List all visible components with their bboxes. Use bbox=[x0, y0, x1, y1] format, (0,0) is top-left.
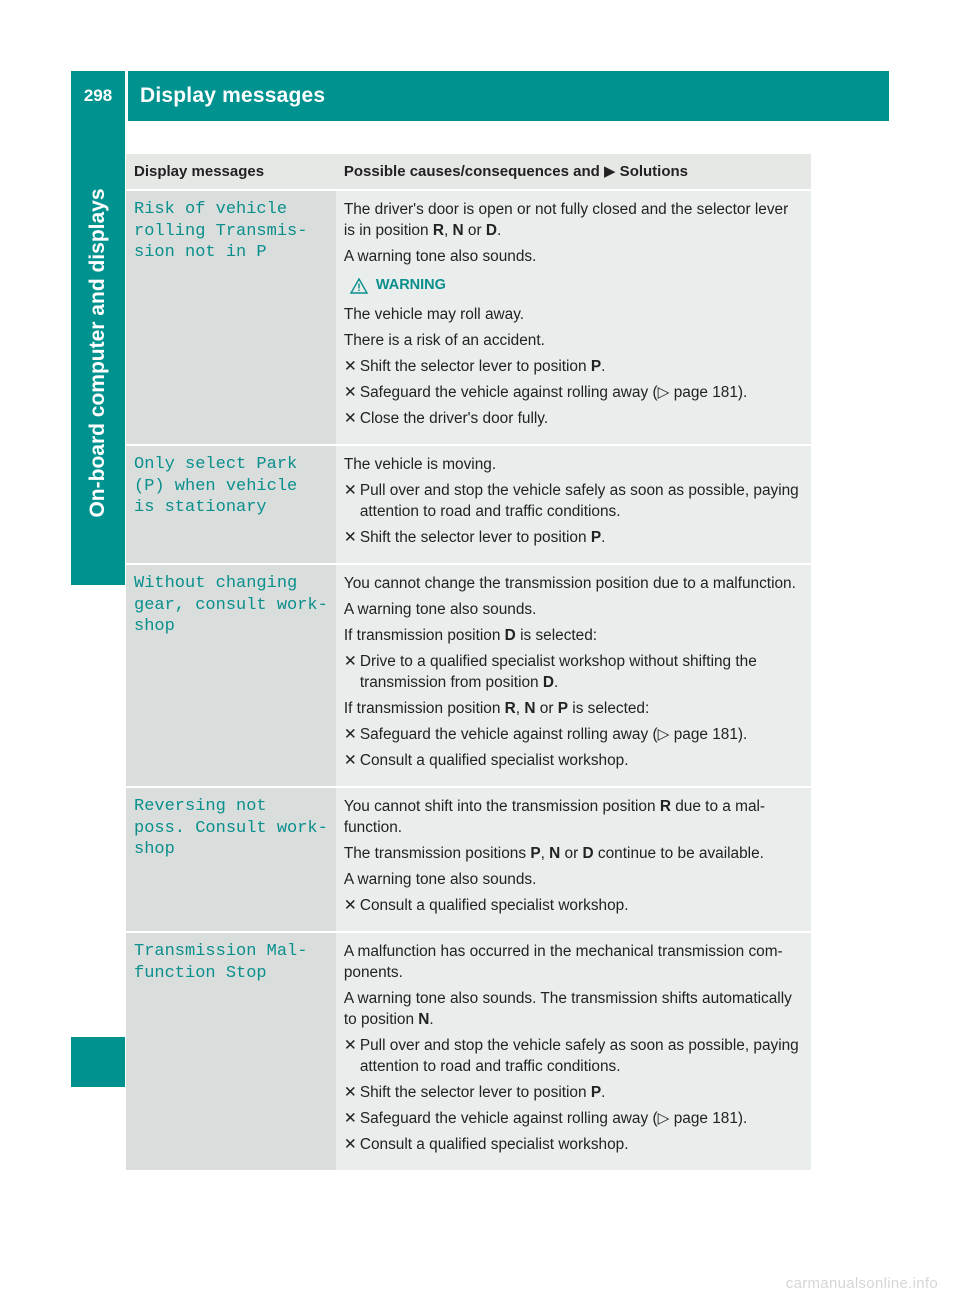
list-item: ✕ Consult a qualified specialist workshop. bbox=[343, 752, 629, 769]
header-divider bbox=[125, 71, 128, 121]
warning-label: WARNING bbox=[350, 275, 803, 296]
table-row bbox=[126, 788, 811, 933]
page-ref-icon: ▷ bbox=[657, 384, 670, 401]
page-ref-icon: ▷ bbox=[657, 1110, 670, 1127]
list-item: ✕ Safeguard the vehicle against rolling away (▷ page 181). bbox=[343, 1110, 748, 1127]
warning-triangle-icon bbox=[350, 278, 368, 294]
side-tab-marker bbox=[71, 1037, 125, 1087]
message-cell bbox=[126, 788, 336, 933]
table-row bbox=[126, 191, 811, 446]
list-item: ✕ Shift the selector lever to position P. bbox=[343, 358, 606, 375]
message-cell bbox=[126, 191, 336, 446]
display-message-code: Only select Park (P) when vehicle is stationary bbox=[134, 455, 298, 517]
arrow-right-icon: ✕ bbox=[343, 1084, 357, 1101]
page-ref-icon: ▷ bbox=[657, 726, 670, 743]
message-cell bbox=[126, 446, 336, 565]
watermark: carmanualsonline.info bbox=[785, 1275, 938, 1292]
display-message-code: Risk of vehicle rolling Transmis‐ sion not in P bbox=[134, 200, 308, 262]
column-header-messages: Display messages bbox=[126, 154, 336, 191]
play-arrow-icon: ▶ bbox=[603, 163, 616, 180]
solution-cell: The vehicle is moving. ✕ Pull over and stop the vehicle safely as soon as possible, paying attention to road and traffic conditions. ✕ Shift the selector lever to position P. bbox=[336, 446, 811, 565]
arrow-right-icon: ✕ bbox=[343, 752, 357, 769]
list-item: ✕ Close the driver's door fully. bbox=[343, 410, 549, 427]
display-message-code: Without changing gear, consult work‐ shop bbox=[134, 574, 328, 636]
list-item: ✕ Shift the selector lever to position P. bbox=[343, 529, 606, 546]
list-item: ✕ Shift the selector lever to position P. bbox=[343, 1084, 606, 1101]
display-message-code: Transmission Mal‐ function Stop bbox=[134, 942, 308, 983]
list-item: ✕ Safeguard the vehicle against rolling away (▷ page 181). bbox=[343, 726, 748, 743]
solution-cell: You cannot shift into the transmission position R due to a mal‐ function. The transmission positions P, N or D continue to be available. A warning tone also sounds. ✕ Consult a qualified specialist workshop. bbox=[336, 788, 811, 933]
table-header-row bbox=[126, 154, 811, 191]
arrow-right-icon: ✕ bbox=[343, 653, 357, 670]
side-tab-label: On-board computer and displays bbox=[86, 188, 109, 518]
table-row bbox=[126, 933, 811, 1172]
table-row bbox=[126, 565, 811, 788]
list-item: ✕ Safeguard the vehicle against rolling away (▷ page 181). bbox=[343, 384, 748, 401]
list-item: ✕ Pull over and stop the vehicle safely as soon as possible, paying attention to road and traffic conditions. bbox=[343, 482, 799, 520]
side-tab bbox=[71, 121, 125, 585]
display-messages-table bbox=[126, 154, 811, 1172]
list-item: ✕ Consult a qualified specialist workshop. bbox=[343, 897, 629, 914]
arrow-right-icon: ✕ bbox=[343, 482, 357, 499]
display-message-code: Reversing not poss. Consult work‐ shop bbox=[134, 797, 328, 859]
page-title: Display messages bbox=[140, 84, 326, 107]
arrow-right-icon: ✕ bbox=[343, 897, 357, 914]
arrow-right-icon: ✕ bbox=[343, 529, 357, 546]
list-item: ✕ Pull over and stop the vehicle safely as soon as possible, paying attention to road and traffic conditions. bbox=[343, 1037, 799, 1075]
table-row bbox=[126, 446, 811, 565]
arrow-right-icon: ✕ bbox=[343, 726, 357, 743]
arrow-right-icon: ✕ bbox=[343, 1136, 357, 1153]
list-item: ✕ Consult a qualified specialist workshop. bbox=[343, 1136, 629, 1153]
arrow-right-icon: ✕ bbox=[343, 358, 357, 375]
solution-cell: A malfunction has occurred in the mechanical transmission com‐ ponents. A warning tone also sounds. The transmission shifts automatically to position N. ✕ Pull over and stop the vehicle safely as soon as possible, paying attention to road and traffic conditions. ✕ Shift the selector lever to position P. ✕ Safeguard the vehicle against rolling away (▷ page 181). ✕ Consult a qualified specialist workshop. bbox=[336, 933, 811, 1172]
arrow-right-icon: ✕ bbox=[343, 410, 357, 427]
message-cell bbox=[126, 933, 336, 1172]
column-header-solutions: Possible causes/consequences and ▶ Solutions bbox=[336, 154, 811, 191]
solution-cell: You cannot change the transmission position due to a malfunction. A warning tone also sounds. If transmission position D is selected: ✕ Drive to a qualified specialist workshop without shifting the transmission from position D. If transmission position R, N or P is selected: ✕ Safeguard the vehicle against rolling away (▷ page 181). ✕ Consult a qualified specialist workshop. bbox=[336, 565, 811, 788]
list-item: ✕ Drive to a qualified specialist workshop without shifting the transmission from position D. bbox=[343, 653, 757, 691]
arrow-right-icon: ✕ bbox=[343, 1110, 357, 1127]
arrow-right-icon: ✕ bbox=[343, 1037, 357, 1054]
message-cell bbox=[126, 565, 336, 788]
solution-cell: The driver's door is open or not fully closed and the selector lever is in position R, N or D. A warning tone also sounds. WARNING The vehicle may roll away. There is a risk of an accident. ✕ Shift the selector lever to position P. ✕ Safeguard the vehicle against rolling away (▷ page 181). ✕ Close the driver's door fully. bbox=[336, 191, 811, 446]
arrow-right-icon: ✕ bbox=[343, 384, 357, 401]
page-header bbox=[71, 71, 889, 121]
page-number: 298 bbox=[83, 86, 113, 105]
